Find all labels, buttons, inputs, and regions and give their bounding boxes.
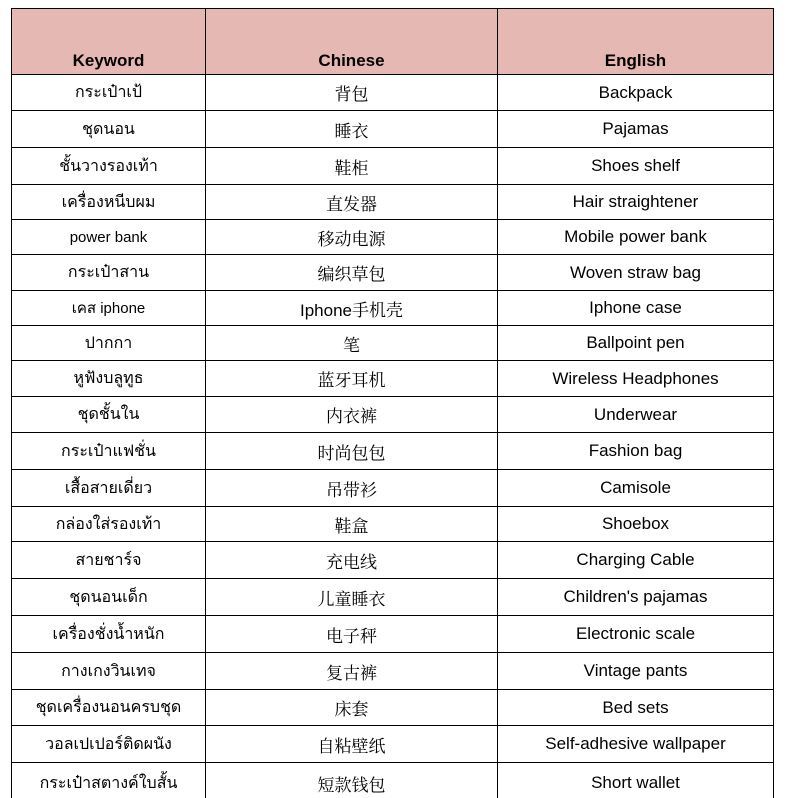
table-row bbox=[12, 579, 774, 616]
table-row bbox=[12, 291, 774, 326]
english-cell: Charging Cable bbox=[498, 542, 774, 579]
keyword-cell: กระเป๋าเป้ bbox=[12, 75, 206, 111]
table-row bbox=[12, 616, 774, 653]
chinese-cell: 移动电源 bbox=[206, 220, 498, 255]
table-row bbox=[12, 220, 774, 255]
header-chinese: Chinese bbox=[206, 9, 498, 75]
keyword-cell: ชุดนอนเด็ก bbox=[12, 579, 206, 616]
english-cell: Backpack bbox=[498, 75, 774, 111]
chinese-cell: 鞋盒 bbox=[206, 507, 498, 542]
table-row bbox=[12, 185, 774, 220]
chinese-cell: 睡衣 bbox=[206, 111, 498, 148]
chinese-cell: 儿童睡衣 bbox=[206, 579, 498, 616]
chinese-cell: 充电线 bbox=[206, 542, 498, 579]
english-cell: Mobile power bank bbox=[498, 220, 774, 255]
keyword-cell: หูฟังบลูทูธ bbox=[12, 361, 206, 397]
table-row bbox=[12, 255, 774, 291]
chinese-cell: 蓝牙耳机 bbox=[206, 361, 498, 397]
english-cell: Wireless Headphones bbox=[498, 361, 774, 397]
table-row bbox=[12, 653, 774, 690]
chinese-cell: 床套 bbox=[206, 690, 498, 726]
english-cell: Bed sets bbox=[498, 690, 774, 726]
english-cell: Pajamas bbox=[498, 111, 774, 148]
english-cell: Short wallet bbox=[498, 763, 774, 798]
keyword-cell: วอลเปเปอร์ติดผนัง bbox=[12, 726, 206, 763]
keyword-cell: กระเป๋าแฟชั่น bbox=[12, 433, 206, 470]
keyword-cell: สายชาร์จ bbox=[12, 542, 206, 579]
english-cell: Woven straw bag bbox=[498, 255, 774, 291]
english-cell: Hair straightener bbox=[498, 185, 774, 220]
table-row bbox=[12, 690, 774, 726]
keyword-cell: power bank bbox=[12, 220, 206, 255]
english-cell: Self-adhesive wallpaper bbox=[498, 726, 774, 763]
english-cell: Shoes shelf bbox=[498, 148, 774, 185]
english-cell: Ballpoint pen bbox=[498, 326, 774, 361]
chinese-cell: 自粘壁纸 bbox=[206, 726, 498, 763]
chinese-cell: 直发器 bbox=[206, 185, 498, 220]
keyword-table bbox=[11, 8, 774, 798]
keyword-cell: ชุดชั้นใน bbox=[12, 397, 206, 433]
keyword-cell: เคส iphone bbox=[12, 291, 206, 326]
keyword-cell: ชุดเครื่องนอนครบชุด bbox=[12, 690, 206, 726]
chinese-cell: 短款钱包 bbox=[206, 763, 498, 798]
table-row bbox=[12, 111, 774, 148]
table-row bbox=[12, 433, 774, 470]
header-english: English bbox=[498, 9, 774, 75]
english-cell: Underwear bbox=[498, 397, 774, 433]
chinese-cell: 复古裤 bbox=[206, 653, 498, 690]
chinese-cell: 内衣裤 bbox=[206, 397, 498, 433]
table-row bbox=[12, 397, 774, 433]
chinese-cell: 笔 bbox=[206, 326, 498, 361]
table-row bbox=[12, 361, 774, 397]
chinese-cell: 编织草包 bbox=[206, 255, 498, 291]
table-row bbox=[12, 507, 774, 542]
table-row bbox=[12, 763, 774, 798]
english-cell: Shoebox bbox=[498, 507, 774, 542]
keyword-cell: กางเกงวินเทจ bbox=[12, 653, 206, 690]
english-cell: Electronic scale bbox=[498, 616, 774, 653]
header-keyword: Keyword bbox=[12, 9, 206, 75]
chinese-cell: 吊带衫 bbox=[206, 470, 498, 507]
keyword-cell: ปากกา bbox=[12, 326, 206, 361]
keyword-cell: เครื่องหนีบผม bbox=[12, 185, 206, 220]
table-row bbox=[12, 148, 774, 185]
keyword-cell: เสื้อสายเดี่ยว bbox=[12, 470, 206, 507]
english-cell: Children's pajamas bbox=[498, 579, 774, 616]
english-cell: Vintage pants bbox=[498, 653, 774, 690]
keyword-cell: กระเป๋าสตางค์ใบสั้น bbox=[12, 763, 206, 798]
english-cell: Iphone case bbox=[498, 291, 774, 326]
keyword-cell: เครื่องชั่งน้ำหนัก bbox=[12, 616, 206, 653]
table-row bbox=[12, 326, 774, 361]
keyword-cell: กระเป๋าสาน bbox=[12, 255, 206, 291]
keyword-cell: ชั้นวางรองเท้า bbox=[12, 148, 206, 185]
chinese-cell: 时尚包包 bbox=[206, 433, 498, 470]
table-row bbox=[12, 470, 774, 507]
chinese-cell: Iphone手机壳 bbox=[206, 291, 498, 326]
table-row bbox=[12, 75, 774, 111]
table-header-row bbox=[12, 9, 774, 75]
keyword-cell: ชุดนอน bbox=[12, 111, 206, 148]
table-row bbox=[12, 542, 774, 579]
english-cell: Camisole bbox=[498, 470, 774, 507]
keyword-cell: กล่องใส่รองเท้า bbox=[12, 507, 206, 542]
chinese-cell: 电子秤 bbox=[206, 616, 498, 653]
chinese-cell: 鞋柜 bbox=[206, 148, 498, 185]
english-cell: Fashion bag bbox=[498, 433, 774, 470]
chinese-cell: 背包 bbox=[206, 75, 498, 111]
table-row bbox=[12, 726, 774, 763]
